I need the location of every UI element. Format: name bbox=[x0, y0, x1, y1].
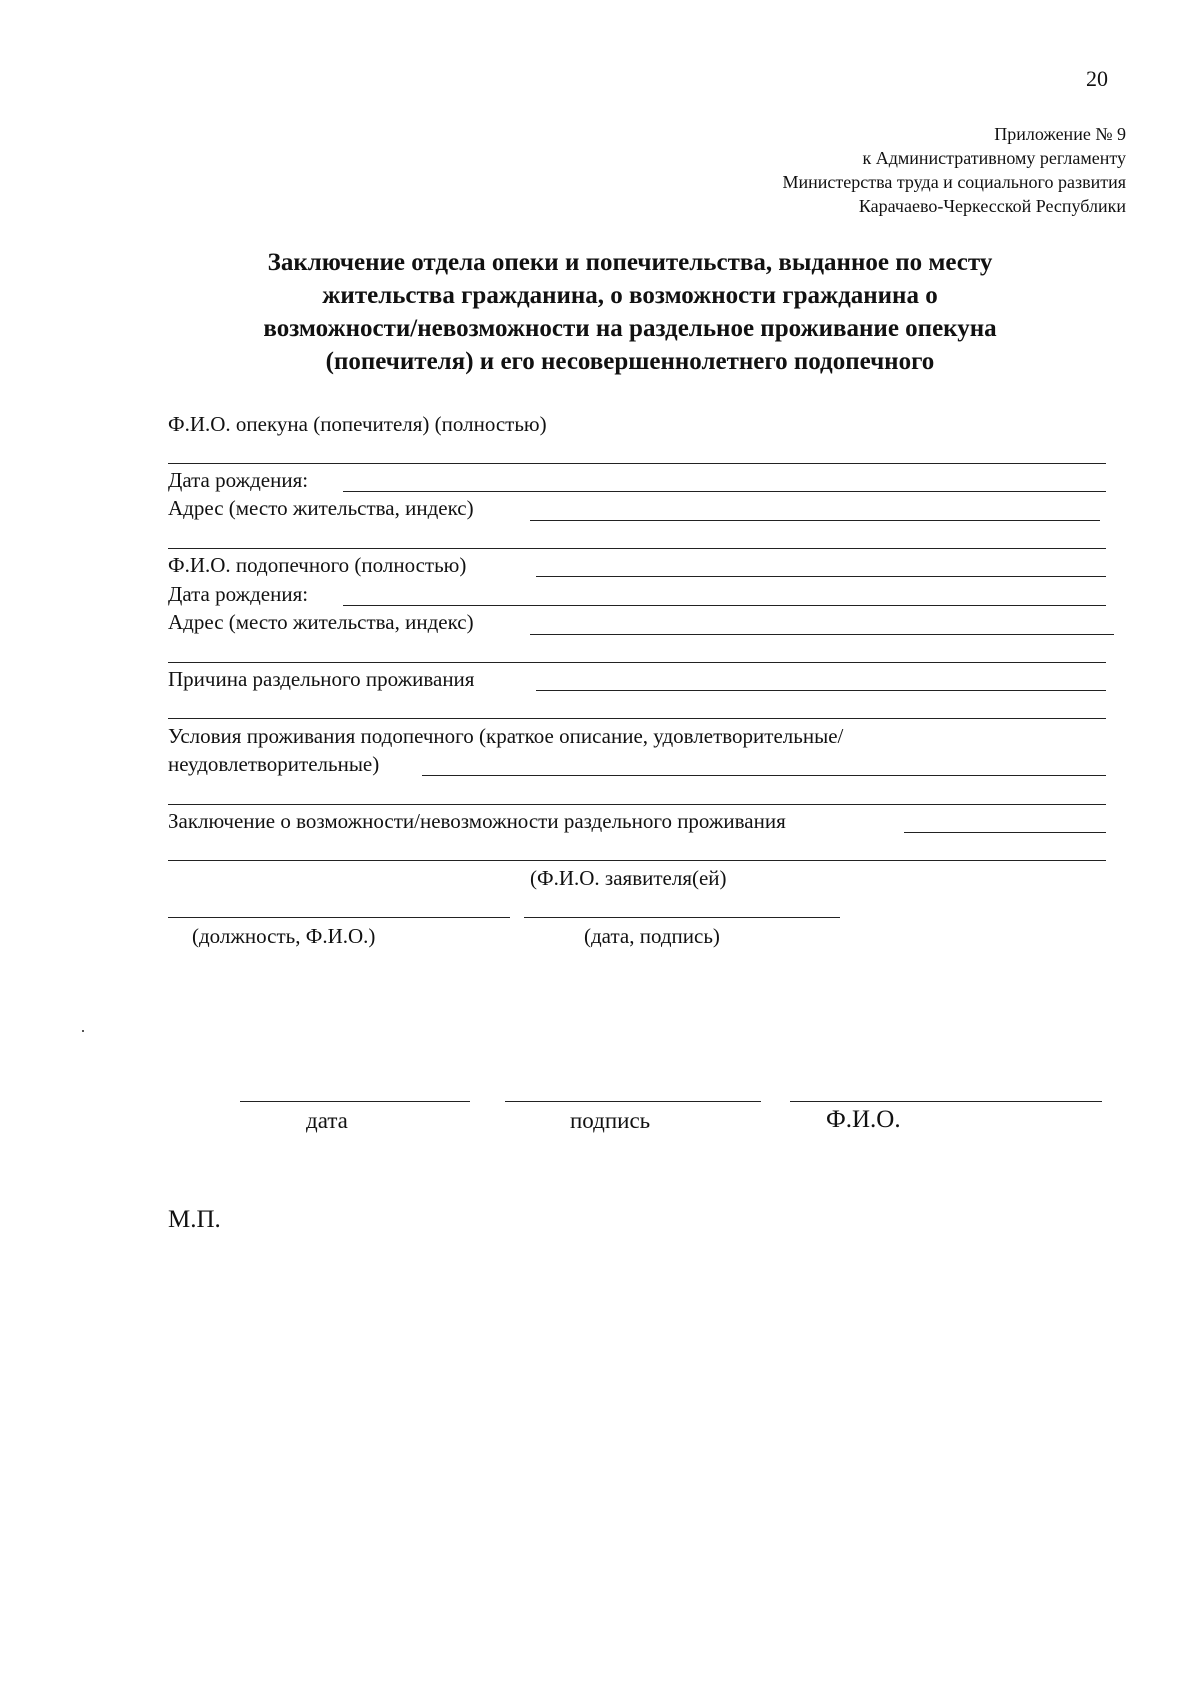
appendix-line: Карачаево-Черкесской Республики bbox=[858, 196, 1126, 216]
position-field[interactable] bbox=[168, 917, 510, 918]
conditions-label: Условия проживания подопечного (краткое описание, удовлетворительные/ bbox=[168, 724, 844, 748]
ward-birth-label: Дата рождения: bbox=[168, 582, 309, 606]
signature-sign-field[interactable] bbox=[505, 1101, 761, 1102]
document-title bbox=[200, 246, 1060, 378]
reason-field[interactable] bbox=[536, 690, 1106, 691]
ward-address-label: Адрес (место жительства, индекс) bbox=[168, 610, 474, 634]
ward-address-field-line2[interactable] bbox=[168, 662, 1106, 663]
signature-name-field[interactable] bbox=[790, 1101, 1102, 1102]
appendix-line: к Административному регламенту bbox=[862, 148, 1126, 168]
title-line: (попечителя) и его несовершеннолетнего подопечного bbox=[325, 348, 935, 375]
guardian-address-field[interactable] bbox=[530, 520, 1100, 521]
signature-sign-label: подпись bbox=[570, 1108, 651, 1133]
signature-date-label: дата bbox=[306, 1108, 348, 1133]
stamp-label: М.П. bbox=[168, 1206, 221, 1233]
appendix-reference bbox=[782, 122, 1126, 218]
date-sign-field[interactable] bbox=[524, 917, 840, 918]
guardian-birth-label: Дата рождения: bbox=[168, 468, 309, 492]
guardian-name-field[interactable] bbox=[168, 463, 1106, 464]
title-line: Заключение отдела опеки и попечительства, выданное по месту bbox=[267, 249, 993, 276]
signature-date-field[interactable] bbox=[240, 1101, 470, 1102]
conclusion-field[interactable] bbox=[904, 832, 1106, 833]
reason-field-line2[interactable] bbox=[168, 718, 1106, 719]
conditions-label-continued: неудовлетворительные) bbox=[168, 752, 380, 776]
ward-address-field[interactable] bbox=[530, 634, 1114, 635]
signature-name-label: Ф.И.О. bbox=[826, 1106, 901, 1133]
page-number: 20 bbox=[1086, 66, 1108, 91]
date-sign-caption: (дата, подпись) bbox=[584, 924, 720, 948]
ward-name-field[interactable] bbox=[536, 576, 1106, 577]
guardian-address-label: Адрес (место жительства, индекс) bbox=[168, 496, 474, 520]
guardian-birth-field[interactable] bbox=[343, 491, 1106, 492]
applicant-caption: (Ф.И.О. заявителя(ей) bbox=[530, 866, 727, 890]
conditions-field-line2[interactable] bbox=[168, 804, 1106, 805]
reason-label: Причина раздельного проживания bbox=[168, 667, 475, 691]
conclusion-label: Заключение о возможности/невозможности раздельного проживания bbox=[168, 809, 786, 833]
title-line: возможности/невозможности на раздельное проживание опекуна bbox=[263, 315, 997, 342]
applicant-name-field[interactable] bbox=[168, 860, 1106, 861]
appendix-line: Приложение № 9 bbox=[994, 124, 1126, 144]
scan-speck bbox=[82, 1030, 84, 1032]
title-line: жительства гражданина, о возможности гражданина о bbox=[322, 282, 938, 309]
ward-name-label: Ф.И.О. подопечного (полностью) bbox=[168, 553, 467, 577]
appendix-line: Министерства труда и социального развития bbox=[782, 172, 1126, 192]
position-caption: (должность, Ф.И.О.) bbox=[192, 924, 376, 948]
conditions-field[interactable] bbox=[422, 775, 1106, 776]
guardian-address-field-line2[interactable] bbox=[168, 548, 1106, 549]
ward-birth-field[interactable] bbox=[343, 605, 1106, 606]
guardian-name-label: Ф.И.О. опекуна (попечителя) (полностью) bbox=[168, 412, 547, 436]
